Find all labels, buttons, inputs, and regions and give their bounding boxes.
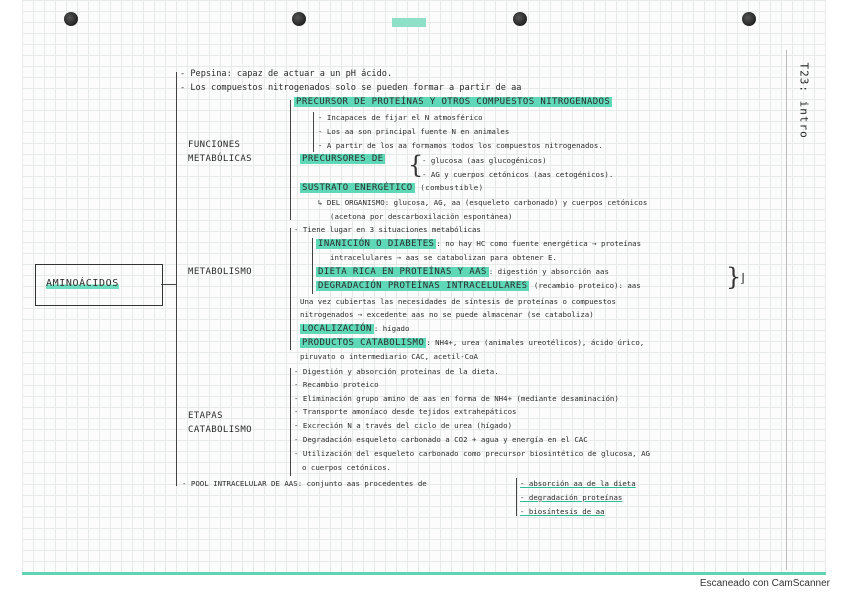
notebook-brand-logo bbox=[392, 18, 426, 27]
sustrato-energetico: SUSTRATO ENERGÉTICO bbox=[302, 183, 413, 193]
compuestos-line: - Los compuestos nitrogenados solo se pueden formar a partir de aa bbox=[180, 83, 522, 93]
side-tab-label: T23: intro bbox=[797, 62, 811, 139]
precursor-proteinas: PRECURSOR DE PROTEÍNAS Y OTROS COMPUESTOS NITROGENADOS bbox=[296, 97, 611, 107]
inanicion-diabetes: INANICIÓN O DIABETES bbox=[318, 239, 435, 249]
tiene-lugar: - Tiene lugar en 3 situaciones metabólicas bbox=[294, 225, 481, 234]
etapas-label-2: CATABOLISMO bbox=[188, 425, 253, 435]
margin-line bbox=[786, 50, 787, 570]
inanicion-desc-2: intracelulares → aas se catabolizan para obtener E. bbox=[330, 253, 557, 262]
sub-brace bbox=[313, 112, 314, 152]
precursores-brace: { bbox=[408, 151, 424, 179]
inanicion-desc: : no hay HC como fuente energética → proteínas bbox=[436, 239, 642, 248]
pool-intracelular: - POOL INTRACELULAR DE AAS: conjunto aas procedentes de bbox=[182, 479, 427, 488]
etapa-item: - Eliminación grupo amino de aas en forma de NH4+ (mediante desaminación) bbox=[294, 394, 619, 403]
situaciones-brace bbox=[312, 238, 313, 294]
etapa-item: - Recambio proteico bbox=[294, 380, 379, 389]
pool-item: - degradación proteínas bbox=[520, 493, 623, 502]
etapa-item: - Transporte amoníaco desde tejidos extrahepáticos bbox=[294, 407, 517, 416]
arrow-mark: ⌋ bbox=[740, 271, 745, 285]
pepsina-line: - Pepsina: capaz de actuar a un pH ácido. bbox=[180, 69, 393, 79]
etapa-item: - Excreción N a través del ciclo de urea (hígado) bbox=[294, 421, 513, 430]
degradacion-desc: (recambio proteico): aas bbox=[533, 281, 641, 290]
dieta-rica: DIETA RICA EN PROTEÍNAS Y AAS bbox=[318, 267, 487, 277]
binder-hole bbox=[292, 12, 306, 26]
sub-point: - Los aa son principal fuente N en animales bbox=[318, 127, 510, 136]
glucosa-item: - glucosa (aas glucogénicos) bbox=[422, 156, 547, 165]
combustible-note: (combustible) bbox=[420, 183, 484, 192]
funciones-label: FUNCIONES bbox=[188, 140, 241, 150]
root-connector bbox=[161, 284, 176, 285]
binder-hole bbox=[742, 12, 756, 26]
pool-brace bbox=[516, 478, 517, 516]
side-tab bbox=[792, 62, 816, 168]
degradacion-proteinas: DEGRADACIÓN PROTEÍNAS INTRACELULARES bbox=[318, 281, 528, 291]
etapa-item: - Utilización del esqueleto carbonado como precursor biosintético de glucosa, AG bbox=[294, 449, 650, 458]
pool-item: - absorción aa de la dieta bbox=[520, 479, 636, 488]
precursores-de: PRECURSORES DE bbox=[302, 154, 384, 164]
localizacion: LOCALIZACIÓN bbox=[302, 324, 372, 334]
metabolismo-label: METABOLISMO bbox=[188, 267, 253, 277]
acetona-note: (acetona por descarboxilación espontánea) bbox=[330, 212, 513, 221]
etapa-item: - Digestión y absorción proteínas de la dieta. bbox=[294, 367, 499, 376]
page-bottom-rule bbox=[22, 572, 826, 575]
funciones-brace bbox=[290, 100, 291, 220]
productos-desc: : NH4+, urea (animales ureotélicos), ácido úrico, bbox=[426, 338, 645, 347]
etapas-label: ETAPAS bbox=[188, 411, 223, 421]
sub-point: - Incapaces de fijar el N atmosférico bbox=[318, 113, 483, 122]
nitrogenados-line: nitrogenados → excedente aas no se puede almacenar (se cataboliza) bbox=[300, 310, 594, 319]
metabolismo-brace bbox=[290, 228, 291, 350]
scanner-watermark: Escaneado con CamScanner bbox=[699, 578, 830, 589]
root-title: AMINOÁCIDOS bbox=[46, 278, 119, 289]
closing-brace: } bbox=[726, 263, 742, 291]
productos-catabolismo: PRODUCTOS CATABOLISMO bbox=[302, 338, 425, 348]
ag-item: - AG y cuerpos cetónicos (aas cetogénicos). bbox=[422, 170, 614, 179]
localizacion-value: : hígado bbox=[373, 324, 410, 333]
productos-desc-2: piruvato o intermediario CAC, acetil-CoA bbox=[300, 352, 478, 361]
del-organismo: ↳ DEL ORGANISMO: glucosa, AG, aa (esqueleto carbonado) y cuerpos cetónicos bbox=[318, 198, 648, 207]
pool-item: - biosíntesis de aa bbox=[520, 507, 605, 516]
una-vez-line: Una vez cubiertas las necesidades de síntesis de proteínas o compuestos bbox=[300, 297, 616, 306]
funciones-label-2: METABÓLICAS bbox=[188, 154, 253, 164]
binder-hole bbox=[513, 12, 527, 26]
binder-hole bbox=[64, 12, 78, 26]
main-branch-line bbox=[176, 72, 177, 486]
root-concept-box bbox=[35, 264, 163, 306]
etapas-brace bbox=[290, 368, 291, 476]
etapa-item-cont: o cuerpos cetónicos. bbox=[302, 463, 391, 472]
etapa-item: - Degradación esqueleto carbonado a CO2 + agua y energía en el CAC bbox=[294, 435, 588, 444]
sub-point: - A partir de los aa formamos todos los compuestos nitrogenados. bbox=[318, 141, 603, 150]
dieta-desc: : digestión y absorción aas bbox=[488, 267, 609, 276]
